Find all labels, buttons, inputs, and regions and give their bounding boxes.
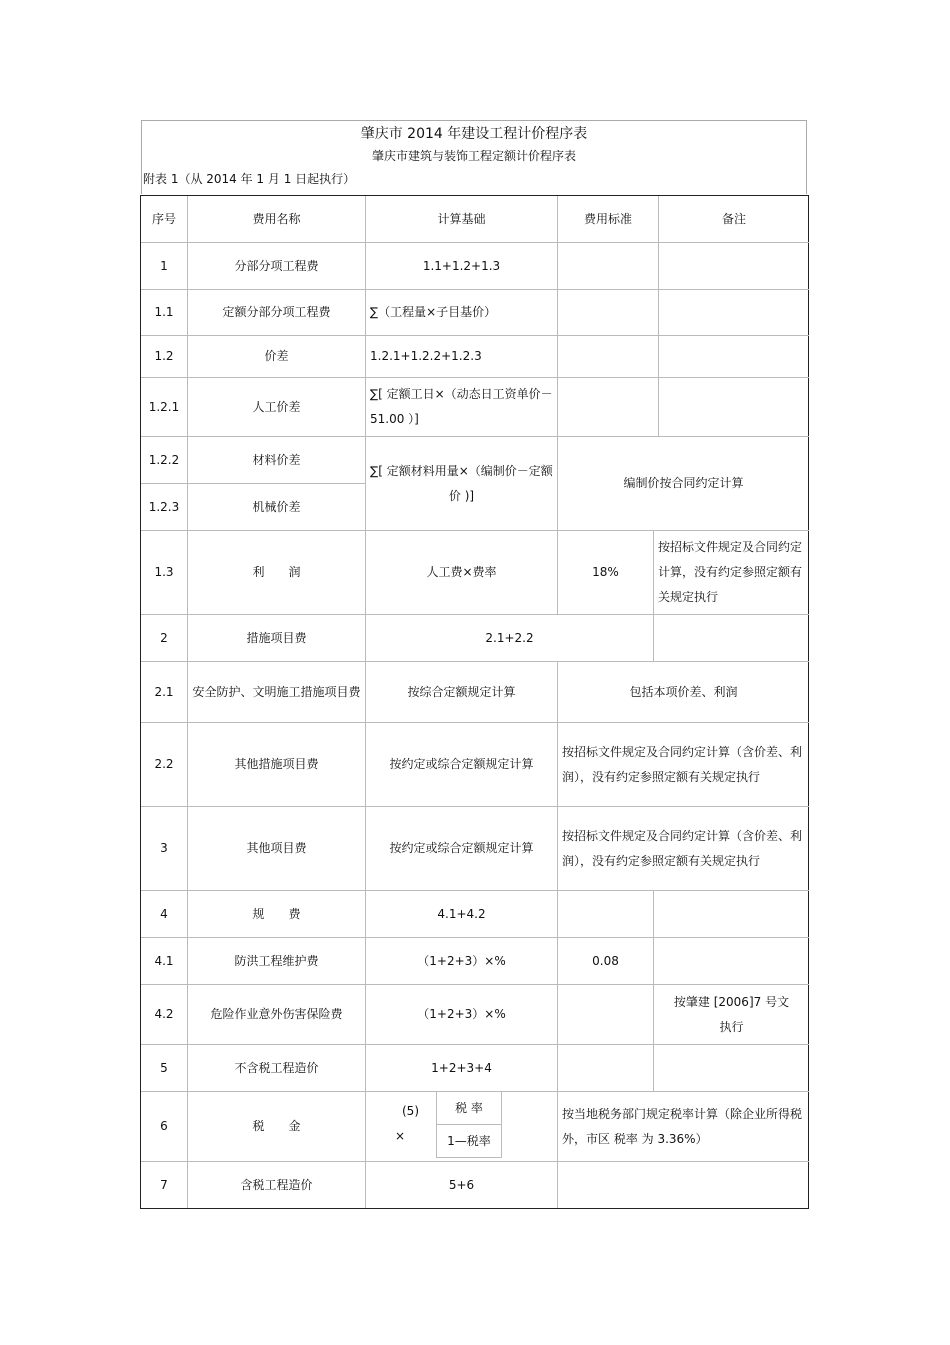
row-1-1-base: ∑（工程量×子目基价） <box>366 290 558 336</box>
row-5-rate <box>558 1045 654 1092</box>
row-6-base <box>366 1092 558 1162</box>
row-1-rate <box>558 243 659 290</box>
row-2-no: 2 <box>141 615 188 662</box>
row-1-3-no: 1.3 <box>141 531 188 615</box>
header-rate: 费用标准 <box>558 196 659 243</box>
row-5-name: 不含税工程造价 <box>188 1045 366 1092</box>
row-1-2-2-name: 材料价差 <box>188 437 366 484</box>
row-1-2-2-3-base: ∑[ 定额材料用量×（编制价－定额价 )] <box>366 437 558 531</box>
row-1-2-2-3-note: 编制价按合同约定计算 <box>558 437 809 531</box>
row-3-no: 3 <box>141 807 188 891</box>
header-no: 序号 <box>141 196 188 243</box>
pricing-table <box>140 195 809 1209</box>
row-2-2-base: 按约定或综合定额规定计算 <box>366 723 558 807</box>
row-4-1-no: 4.1 <box>141 938 188 985</box>
row-4-note <box>654 891 809 938</box>
row-4-2-base: （1+2+3）×% <box>366 985 558 1045</box>
row-4-2-note: 按肇建 [2006]7 号文执行 <box>654 985 809 1045</box>
header-note: 备注 <box>659 196 809 243</box>
row-1-2-rate <box>558 336 659 378</box>
row-2-base: 2.1+2.2 <box>366 615 654 662</box>
row-1-2-3-name: 机械价差 <box>188 484 366 531</box>
row-6-no: 6 <box>141 1092 188 1162</box>
row-4-base: 4.1+4.2 <box>366 891 558 938</box>
row-1-2-note <box>659 336 809 378</box>
row-4-2-rate <box>558 985 654 1045</box>
document-header <box>141 120 807 194</box>
row-1-2-1-no: 1.2.1 <box>141 378 188 437</box>
row-2-2-name: 其他措施项目费 <box>188 723 366 807</box>
row-2-name: 措施项目费 <box>188 615 366 662</box>
row-4-name: 规 费 <box>188 891 366 938</box>
row-7-base: 5+6 <box>366 1162 558 1208</box>
row-1-2-3-no: 1.2.3 <box>141 484 188 531</box>
row-4-1-name: 防洪工程维护费 <box>188 938 366 985</box>
row-6-base-prefix: (5) <box>402 1104 419 1118</box>
row-5-no: 5 <box>141 1045 188 1092</box>
row-4-rate <box>558 891 654 938</box>
row-5-base: 1+2+3+4 <box>366 1045 558 1092</box>
row-1-base: 1.1+1.2+1.3 <box>366 243 558 290</box>
row-1-2-1-note <box>659 378 809 437</box>
row-1-name: 分部分项工程费 <box>188 243 366 290</box>
row-1-2-1-base: ∑[ 定额工日×（动态日工资单价－ 51.00 ）] <box>366 378 558 437</box>
row-2-1-no: 2.1 <box>141 662 188 723</box>
row-1-2-name: 价差 <box>188 336 366 378</box>
row-1-2-no: 1.2 <box>141 336 188 378</box>
row-2-note <box>654 615 809 662</box>
page-title: 肇庆市 2014 年建设工程计价程序表 <box>360 126 588 142</box>
row-6-base-numerator: 税 率 <box>436 1092 502 1125</box>
row-4-1-note <box>654 938 809 985</box>
row-1-no: 1 <box>141 243 188 290</box>
row-1-2-1-rate <box>558 378 659 437</box>
row-6-name: 税 金 <box>188 1092 366 1162</box>
header-name: 费用名称 <box>188 196 366 243</box>
row-4-1-rate: 0.08 <box>558 938 654 985</box>
appendix-label: 附表 1（从 2014 年 1 月 1 日起执行） <box>143 172 356 186</box>
row-4-2-name: 危险作业意外伤害保险费 <box>188 985 366 1045</box>
row-1-2-1-name: 人工价差 <box>188 378 366 437</box>
row-3-base: 按约定或综合定额规定计算 <box>366 807 558 891</box>
header-base: 计算基础 <box>366 196 558 243</box>
row-1-1-note <box>659 290 809 336</box>
row-1-2-base: 1.2.1+1.2.2+1.2.3 <box>366 336 558 378</box>
row-1-3-rate: 18% <box>558 531 654 615</box>
row-6-note: 按当地税务部门规定税率计算（除企业所得税外，市区 税率 为 3.36%） <box>558 1092 809 1162</box>
row-1-3-name: 利 润 <box>188 531 366 615</box>
row-6-base-denominator: 1—税率 <box>436 1125 502 1158</box>
row-7-name: 含税工程造价 <box>188 1162 366 1208</box>
row-1-1-name: 定额分部分项工程费 <box>188 290 366 336</box>
row-2-2-no: 2.2 <box>141 723 188 807</box>
row-1-2-2-no: 1.2.2 <box>141 437 188 484</box>
row-1-3-note: 按招标文件规定及合同约定计算，没有约定参照定额有关规定执行 <box>654 531 809 615</box>
row-7-no: 7 <box>141 1162 188 1208</box>
page-subtitle: 肇庆市建筑与装饰工程定额计价程序表 <box>371 149 576 163</box>
row-5-note <box>654 1045 809 1092</box>
row-6-base-times: × <box>395 1129 406 1143</box>
row-1-note <box>659 243 809 290</box>
row-1-1-rate <box>558 290 659 336</box>
row-4-2-no: 4.2 <box>141 985 188 1045</box>
row-2-2-note: 按招标文件规定及合同约定计算（含价差、利润），没有约定参照定额有关规定执行 <box>558 723 809 807</box>
row-7-note <box>558 1162 809 1208</box>
row-3-name: 其他项目费 <box>188 807 366 891</box>
row-1-1-no: 1.1 <box>141 290 188 336</box>
row-4-1-base: （1+2+3）×% <box>366 938 558 985</box>
row-3-note: 按招标文件规定及合同约定计算（含价差、利润），没有约定参照定额有关规定执行 <box>558 807 809 891</box>
row-2-1-note: 包括本项价差、利润 <box>558 662 809 723</box>
row-2-1-name: 安全防护、文明施工措施项目费 <box>188 662 366 723</box>
row-4-no: 4 <box>141 891 188 938</box>
row-2-1-base: 按综合定额规定计算 <box>366 662 558 723</box>
row-1-3-base: 人工费×费率 <box>366 531 558 615</box>
